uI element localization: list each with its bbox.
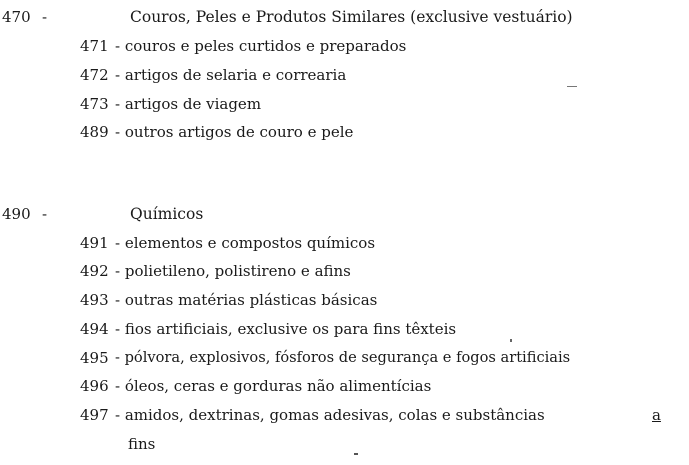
item-text: - amidos, dextrinas, gomas adesivas, colas e substâncias	[115, 406, 545, 424]
group-title: Couros, Peles e Produtos Similares (exclusive vestuário)	[130, 8, 573, 26]
item-text: - outras matérias plásticas básicas	[115, 291, 378, 309]
item-code: 492	[80, 262, 109, 280]
group-title: Químicos	[130, 205, 204, 223]
item-code: 493	[80, 291, 109, 309]
scan-mark	[354, 453, 358, 455]
item-code: 489	[80, 123, 109, 141]
item-code: 471	[80, 37, 109, 55]
item-code: 491	[80, 234, 109, 252]
scan-mark	[510, 339, 512, 342]
item-text: - artigos de viagem	[115, 95, 262, 113]
item-continuation: fins	[128, 435, 156, 453]
item-trailing-letter: a	[652, 406, 661, 424]
item-code: 495	[80, 349, 109, 367]
item-text: - fios artificiais, exclusive os para fins têxteis	[115, 320, 457, 338]
item-text: - elementos e compostos químicos	[115, 234, 376, 252]
item-code: 473	[80, 95, 109, 113]
item-code: 497	[80, 406, 109, 424]
scan-mark	[567, 86, 577, 87]
item-code: 496	[80, 377, 109, 395]
item-text: - pólvora, explosivos, fósforos de segurança e fogos artificiais	[115, 349, 571, 366]
group-code: 490	[2, 205, 31, 223]
item-text: - outros artigos de couro e pele	[115, 123, 354, 141]
group-dash: -	[42, 8, 48, 26]
item-text: - óleos, ceras e gorduras não alimentícias	[115, 377, 432, 395]
item-text: - couros e peles curtidos e preparados	[115, 37, 407, 55]
group-dash: -	[42, 205, 48, 223]
item-code: 494	[80, 320, 109, 338]
group-code: 470	[2, 8, 31, 26]
item-code: 472	[80, 66, 109, 84]
item-text: - artigos de selaria e correaria	[115, 66, 347, 84]
item-text: - polietileno, polistireno e afins	[115, 262, 351, 280]
